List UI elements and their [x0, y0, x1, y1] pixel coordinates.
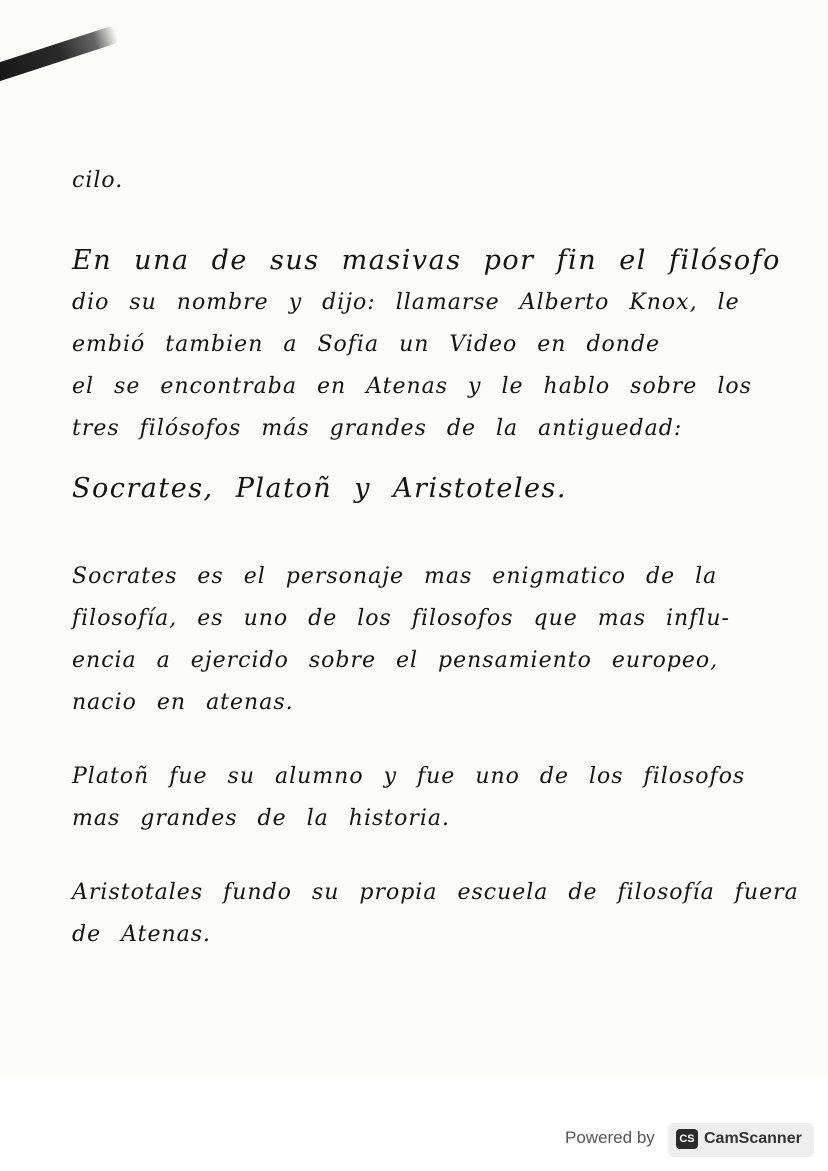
- text-line: de Atenas.: [72, 922, 212, 947]
- text-line: filosofía, es uno de los filosofos que mas influ-: [72, 606, 730, 631]
- intro-line: [72, 160, 752, 202]
- text-line: mas grandes de la historia.: [72, 806, 451, 831]
- text-line: embió tambien a Sofia un Video en donde: [72, 332, 661, 357]
- text-line: tres filósofos más grandes de la antiguedad:: [72, 416, 683, 441]
- text-line: el se encontraba en Atenas y le hablo sobre los: [72, 374, 752, 399]
- text-line: Socrates, Platoñ y Aristoteles.: [72, 473, 567, 504]
- camscanner-logo-icon: CS: [676, 1129, 698, 1149]
- text-line: dio su nombre y dijo: llamarse Alberto Knox, le: [72, 290, 740, 315]
- page-corner-shadow: [0, 25, 119, 88]
- names-heading: [72, 468, 752, 510]
- text-line: En una de sus masivas por fin el filósofo: [72, 245, 781, 276]
- powered-by-label: Powered by: [565, 1128, 655, 1147]
- text-line: Platoñ fue su alumno y fue uno de los filosofos: [72, 764, 746, 789]
- camscanner-brand-label: CamScanner: [704, 1130, 802, 1147]
- text-line: Aristotales fundo su propia escuela de filosofía fuera: [72, 880, 799, 905]
- paragraph-3: [72, 756, 752, 840]
- paragraph-2: [72, 556, 752, 724]
- paragraph-1: [72, 240, 781, 450]
- text-line: encia a ejercido sobre el pensamiento europeo,: [72, 648, 719, 673]
- text-line: Socrates es el personaje mas enigmatico de la: [72, 564, 718, 589]
- paragraph-4: [72, 872, 799, 956]
- text-line: nacio en atenas.: [72, 690, 294, 715]
- text-line: cilo.: [72, 168, 124, 193]
